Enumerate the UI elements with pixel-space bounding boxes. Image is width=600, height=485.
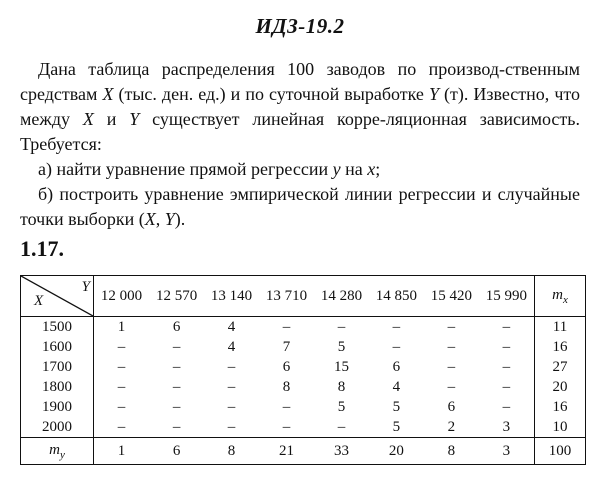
column-header: 15 990: [479, 276, 535, 317]
frequency-cell: –: [447, 318, 456, 335]
intro-paragraph: Дана таблица распределения 100 заводов по производ-ственным средствам X (тыс. ден. ед.) и по суточной выработке Y (т). Известно, что между X и Y существует линейная корре-ляционная зависимость. Требуется:: [20, 59, 581, 154]
frequency-cell: 6: [447, 398, 456, 415]
frequency-cell: 15: [333, 358, 349, 375]
frequency-cell: 7: [282, 338, 291, 355]
frequency-cell: –: [502, 358, 511, 375]
frequency-cell: –: [282, 318, 291, 335]
row-mx-value: 20: [535, 377, 586, 397]
frequency-cell: –: [117, 398, 126, 415]
column-header: 12 000: [94, 276, 150, 317]
frequency-cell: –: [392, 318, 401, 335]
frequency-cell: –: [392, 338, 401, 355]
row-x-value: 1500: [21, 317, 94, 338]
frequency-cell: –: [337, 318, 346, 335]
my-label: $m_y$: [21, 438, 94, 465]
corner-y-label: Y: [81, 279, 90, 295]
table-row: [21, 377, 586, 397]
frequency-cell: 3: [502, 418, 511, 435]
frequency-cell: –: [117, 358, 126, 375]
page-title: ИДЗ-19.2: [255, 14, 345, 38]
row-x-value: 1900: [21, 397, 94, 417]
table-header-row: [21, 276, 586, 317]
task-b: б) построить уравнение эмпирической линии регрессии и случайные точки выборки (X, Y).: [20, 184, 580, 229]
table-row: [21, 357, 586, 377]
column-header: 12 570: [149, 276, 204, 317]
row-mx-value: 27: [535, 357, 586, 377]
frequency-cell: 5: [392, 398, 401, 415]
frequency-cell: –: [117, 378, 126, 395]
my-value: 1: [94, 438, 150, 465]
frequency-cell: –: [117, 338, 126, 355]
my-row: [21, 438, 586, 465]
frequency-cell: –: [502, 398, 511, 415]
table-row: [21, 337, 586, 357]
frequency-cell: –: [172, 358, 181, 375]
correlation-table: [20, 275, 586, 465]
row-x-value: 1600: [21, 337, 94, 357]
corner-x-label: X: [34, 293, 44, 309]
row-x-value: 1700: [21, 357, 94, 377]
frequency-cell: –: [447, 358, 456, 375]
row-mx-value: 16: [535, 397, 586, 417]
frequency-cell: –: [117, 418, 126, 435]
frequency-cell: 6: [282, 358, 291, 375]
my-value: 21: [259, 438, 314, 465]
frequency-cell: –: [447, 338, 456, 355]
my-value: 20: [369, 438, 424, 465]
frequency-cell: –: [282, 418, 291, 435]
frequency-cell: –: [227, 418, 236, 435]
column-header: 14 280: [314, 276, 369, 317]
frequency-cell: –: [282, 398, 291, 415]
frequency-cell: 8: [282, 378, 291, 395]
my-value: 3: [479, 438, 535, 465]
frequency-cell: –: [227, 398, 236, 415]
frequency-cell: –: [227, 378, 236, 395]
frequency-cell: –: [227, 358, 236, 375]
my-value: 33: [314, 438, 369, 465]
column-header: 13 140: [204, 276, 259, 317]
frequency-cell: 4: [392, 378, 401, 395]
frequency-cell: 5: [337, 398, 346, 415]
frequency-cell: –: [172, 418, 181, 435]
frequency-cell: –: [337, 418, 346, 435]
frequency-cell: –: [502, 378, 511, 395]
column-header: 13 710: [259, 276, 314, 317]
frequency-cell: 6: [172, 318, 181, 335]
frequency-cell: 5: [392, 418, 401, 435]
frequency-cell: 5: [337, 338, 346, 355]
column-header: 14 850: [369, 276, 424, 317]
row-mx-value: 11: [535, 317, 586, 338]
frequency-cell: –: [172, 338, 181, 355]
frequency-cell: 4: [227, 338, 236, 355]
row-mx-value: 10: [535, 417, 586, 438]
frequency-cell: 4: [227, 318, 236, 335]
my-value: 8: [204, 438, 259, 465]
frequency-cell: 2: [447, 418, 456, 435]
row-x-value: 2000: [21, 417, 94, 438]
frequency-cell: 1: [117, 318, 126, 335]
corner-cell: [21, 276, 94, 317]
my-value: 8: [424, 438, 479, 465]
frequency-cell: –: [502, 318, 511, 335]
frequency-cell: 6: [392, 358, 401, 375]
frequency-cell: 8: [337, 378, 346, 395]
mx-header: $m_x$: [535, 276, 586, 317]
frequency-cell: –: [172, 398, 181, 415]
task-a: а) найти уравнение прямой регрессии y на x;: [38, 159, 381, 179]
column-header: 15 420: [424, 276, 479, 317]
frequency-cell: –: [172, 378, 181, 395]
frequency-cell: –: [447, 378, 456, 395]
total-value: 100: [535, 438, 586, 465]
table-row: [21, 417, 586, 438]
frequency-cell: –: [502, 338, 511, 355]
row-mx-value: 16: [535, 337, 586, 357]
problem-number: 1.17.: [20, 236, 64, 261]
table-row: [21, 317, 586, 338]
my-value: 6: [149, 438, 204, 465]
table-row: [21, 397, 586, 417]
row-x-value: 1800: [21, 377, 94, 397]
